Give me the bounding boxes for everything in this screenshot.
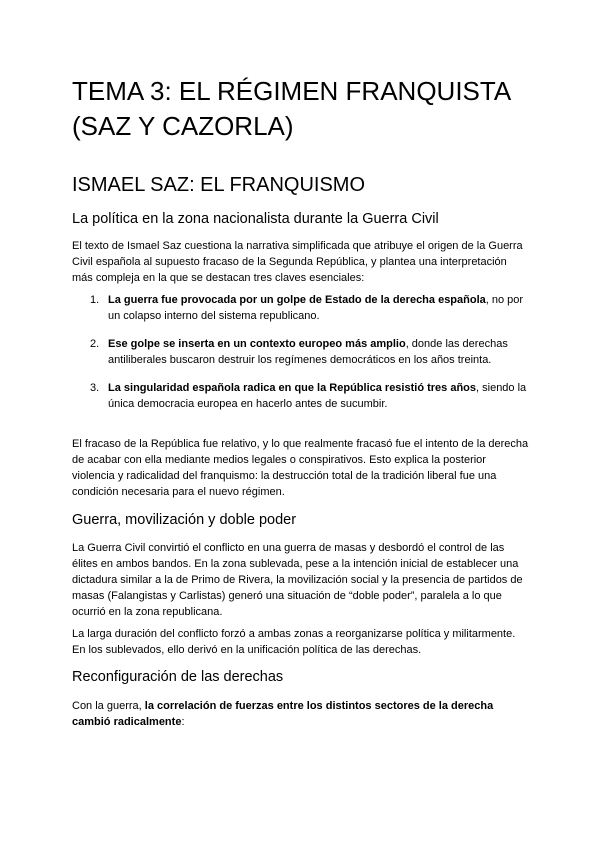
document-title-line-1: TEMA 3: EL RÉGIMEN FRANQUISTA [72,76,512,106]
list-bold-text: La guerra fue provocada por un golpe de Estado de la derecha española [108,294,486,306]
list-text [108,336,530,368]
reconfiguration-text-start: Con la guerra, [72,700,145,712]
subheading-war-mobilization: Guerra, movilización y doble poder [72,512,297,528]
subheading-right-reconfiguration: Reconfiguración de las derechas [72,669,284,685]
intro-paragraph: El texto de Ismael Saz cuestiona la narrativa simplificada que atribuye el origen de la Guerra Civil española al supuesto fracaso de la Segunda República, y plantea una interpretación más compleja en la que se destacan tres claves esenciales: [72,240,523,284]
list-bold-text: Ese golpe se inserta en un contexto europeo más amplio [108,338,406,350]
conclusion-paragraph: El fracaso de la República fue relativo, y lo que realmente fracasó fue el intento de la derecha de acabar con ella mediante medios legales o conspirativos. Esto explica la posterior violencia y radicalidad del franquismo: la destrucción total de la tradición liberal fue una condición necesaria para el nuevo régimen. [72,438,529,498]
reconfiguration-paragraph [72,698,530,730]
list-rest-text: , siendo la única democracia europea en hacerlo antes de sucumbir. [108,382,527,410]
list-rest-text: , donde las derechas antiliberales buscaron destruir los regímenes democráticos en los años treinta. [108,338,508,366]
war-paragraph-1: La Guerra Civil convirtió el conflicto en una guerra de masas y desbordó el control de las élites en ambos bandos. En la zona sublevada, pese a la intención inicial de establecer una dictadura similar a la de Primo de Rivera, la movilización social y la presencia de partidos de masas (Falangistas y Carlistas) generó una situación de “doble poder”, paralela a lo que ocurrió en la zona republicana. [72,542,523,618]
war-paragraph-2: La larga duración del conflicto forzó a ambas zonas a reorganizarse política y militarmente. En los sublevados, ello derivó en la unificación política de las derechas. [72,628,516,656]
list-number: 3. [90,382,100,394]
list-rest-text: , no por un colapso interno del sistema republicano. [108,294,524,322]
list-text [108,292,530,324]
reconfiguration-text-end: : [181,716,185,728]
reconfiguration-bold-text: la correlación de fuerzas entre los distintos sectores de la derecha cambió radicalmente [72,700,494,728]
document-title-line-2: (SAZ Y CAZORLA) [72,111,294,141]
list-number: 2. [90,338,100,350]
subheading-politics: La política en la zona nacionalista durante la Guerra Civil [72,211,439,227]
list-bold-text: La singularidad española radica en que la República resistió tres años [108,382,477,394]
section-heading: ISMAEL SAZ: EL FRANQUISMO [72,174,366,196]
list-number: 1. [90,294,100,306]
list-text [108,380,530,412]
